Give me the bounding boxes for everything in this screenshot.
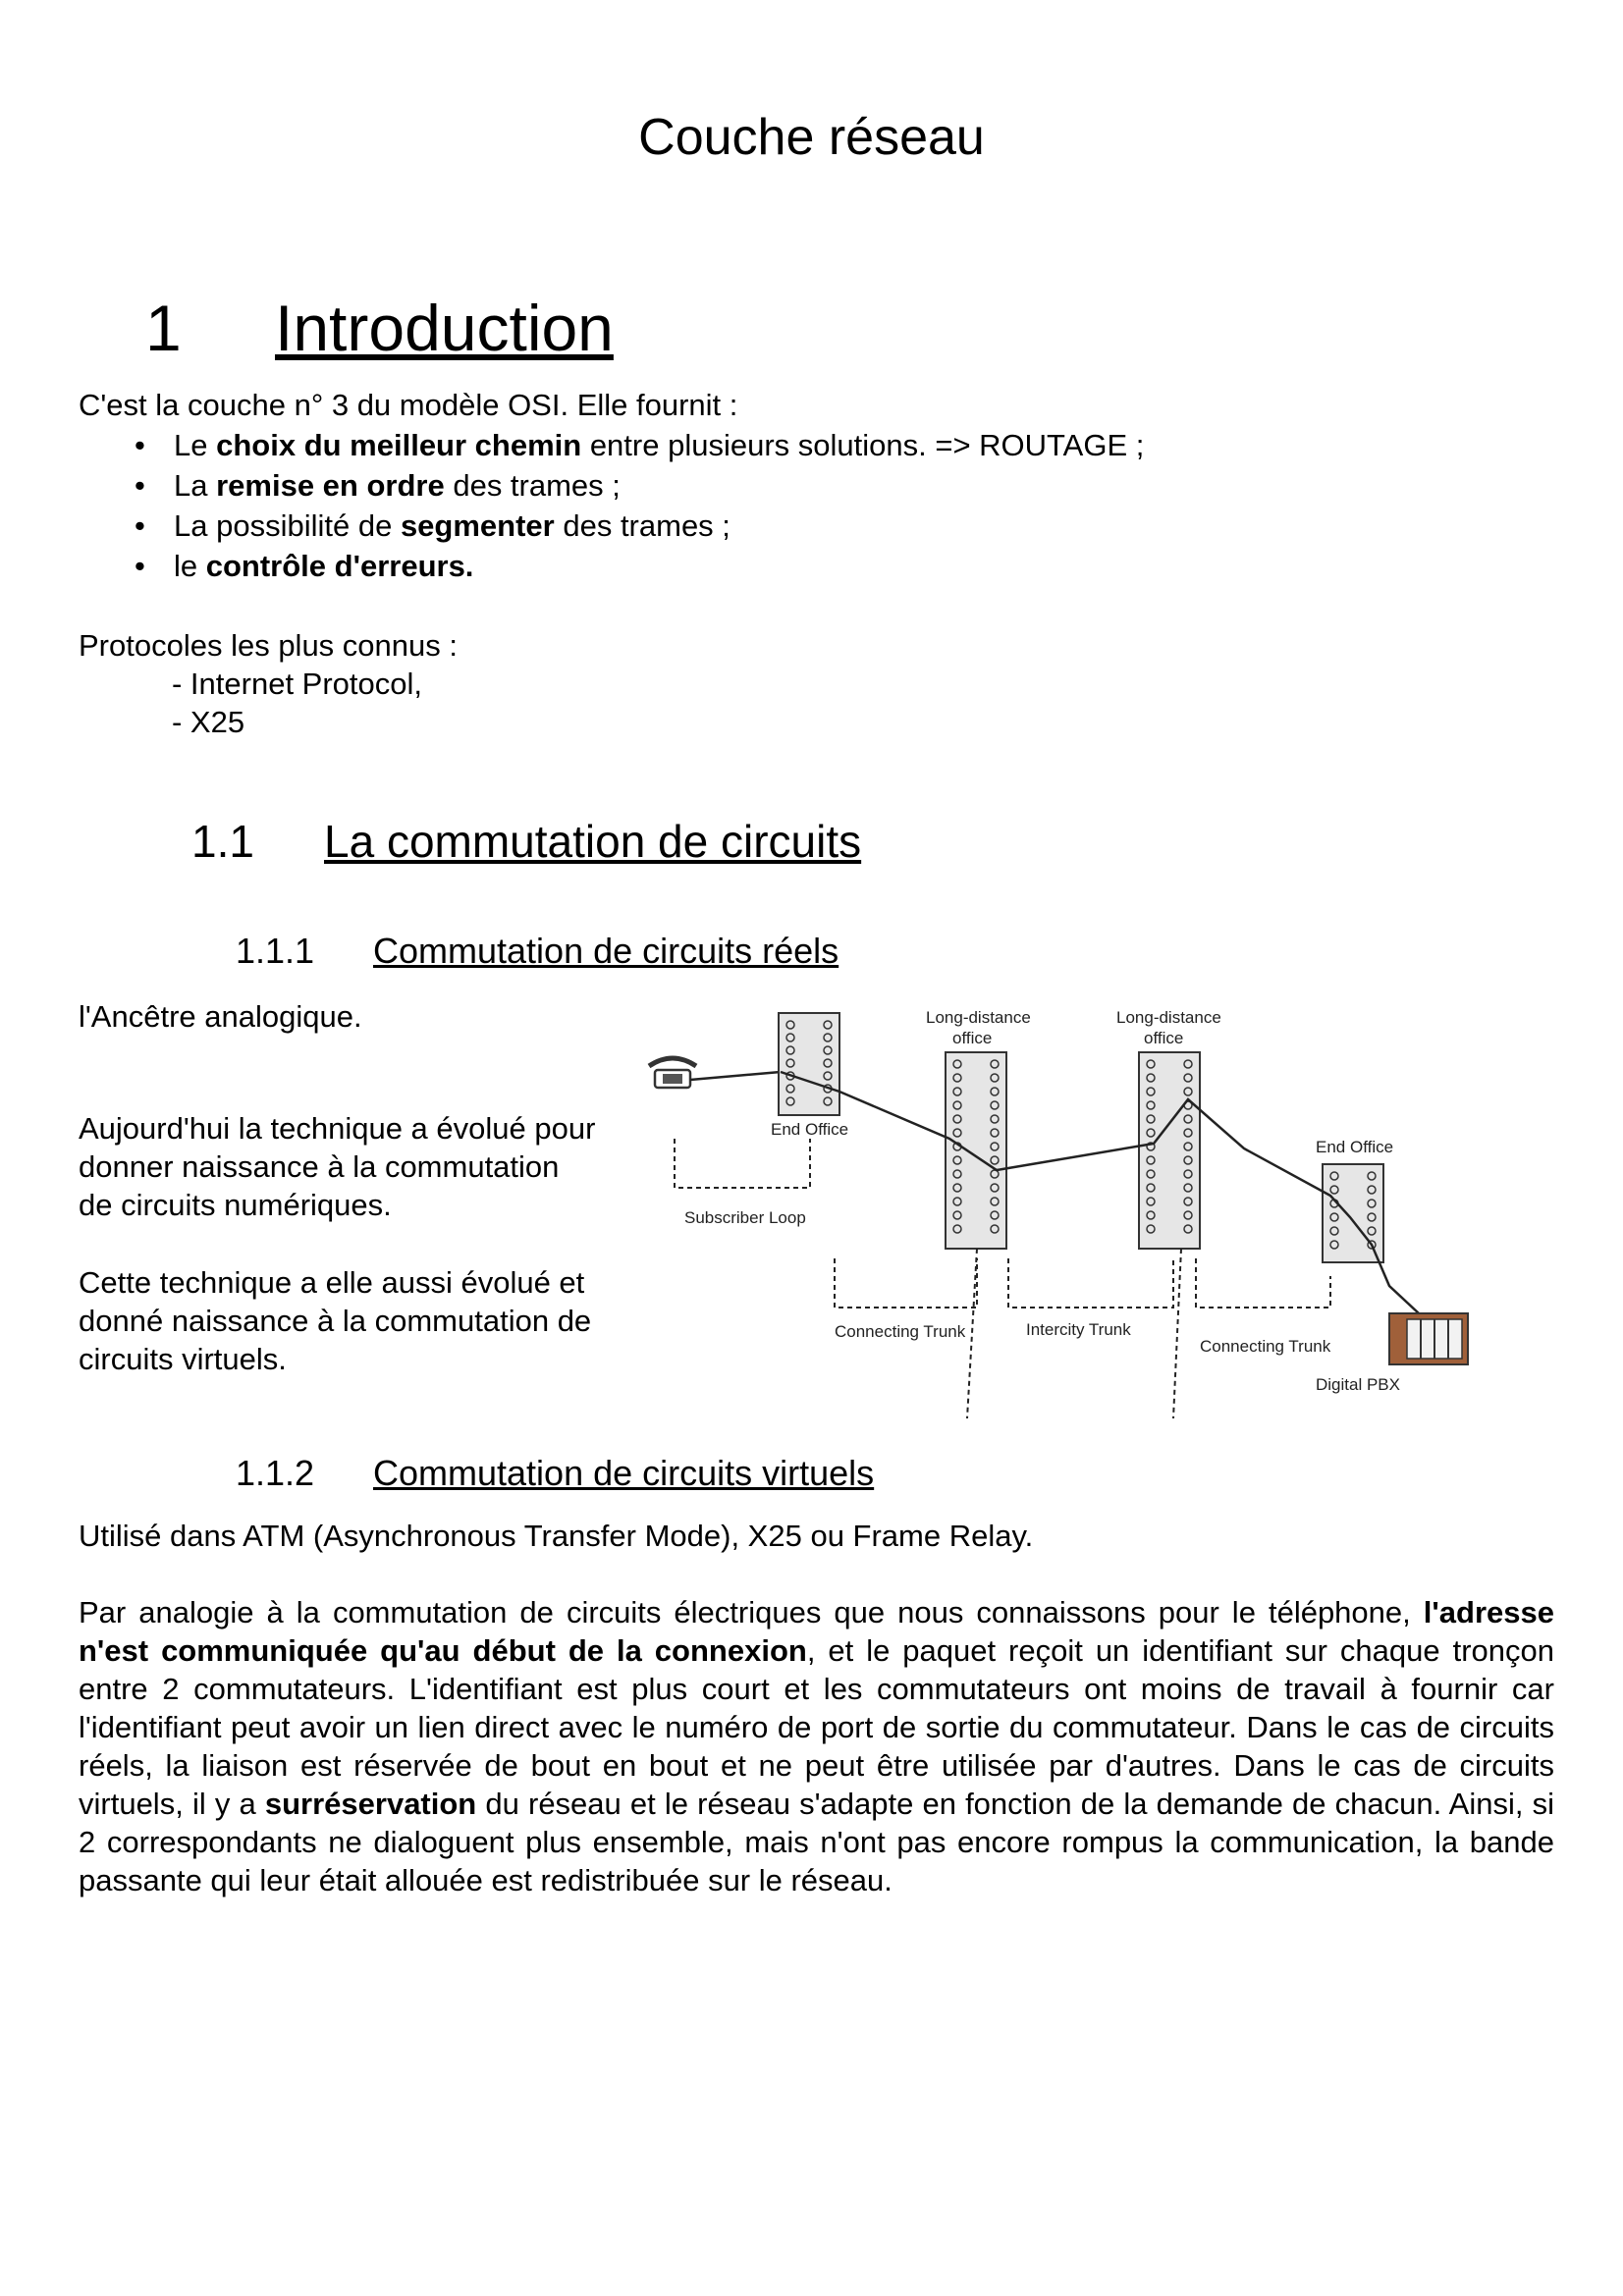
intercity-trunk-label: Intercity Trunk <box>1026 1320 1131 1339</box>
telephone-icon <box>649 1058 696 1088</box>
section-1-title: Introduction <box>275 292 614 364</box>
section-1-1-2-number: 1.1.2 <box>236 1453 315 1493</box>
long-distance-2-sublabel: office <box>1144 1029 1184 1047</box>
end-office-right-label: End Office <box>1316 1138 1394 1156</box>
protocol-item: - X25 <box>172 705 245 739</box>
features-list <box>79 425 1144 586</box>
evolution-paragraph: Aujourd'hui la technique a évolué pour donner naissance à la commutation de circuits numériques. <box>79 1111 596 1222</box>
long-distance-2-label: Long-distance <box>1116 1008 1221 1027</box>
list-item: • Le choix du meilleur chemin entre plusieurs solutions. => ROUTAGE ; <box>79 425 1144 465</box>
intro-text: C'est la couche n° 3 du modèle OSI. Elle fournit : <box>79 388 738 422</box>
end-office-left-switch <box>779 1013 839 1115</box>
list-item: • La remise en ordre des trames ; <box>79 465 1144 506</box>
digital-pbx-icon <box>1389 1313 1468 1364</box>
long-distance-2-switch <box>1139 1052 1200 1249</box>
end-office-left-label: End Office <box>771 1120 849 1139</box>
section-1-1-title: La commutation de circuits <box>324 816 862 867</box>
digital-pbx-label: Digital PBX <box>1316 1375 1400 1394</box>
section-1-1-number: 1.1 <box>191 816 254 867</box>
section-1-1-1-title: Commutation de circuits réels <box>373 931 839 971</box>
ancetre-text: l'Ancêtre analogique. <box>79 999 362 1034</box>
virtual-circuit-paragraph: Par analogie à la commutation de circuits électriques que nous connaissons pour le téléphone, l'adresse n'est communiquée qu'au début de la connexion, et le paquet reçoit un identifiant sur chaque tronçon entre 2 commutateurs. L'identifiant est plus court et les commutateurs ont moins de travail à fournir car l'identifiant peut avoir un lien direct avec le numéro de port de sortie du commutateur. Dans le cas de circuits réels, la liaison est réservée de bout en bout et ne peut être utilisée par d'autres. Dans le cas de circuits virtuels, il y a surréservation du réseau et le réseau s'adapte en fonction de la demande de chacun. Ainsi, si 2 correspondants ne dialoguent plus ensemble, mais n'ont pas encore rompus la communication, la bande passante qui leur était allouée est redistribuée sur le réseau. <box>79 1595 1554 1897</box>
virtual-paragraph: Cette technique a elle aussi évolué et donné naissance à la commutation de circuits virtuels. <box>79 1265 592 1376</box>
circuit-path <box>781 1072 1419 1313</box>
long-distance-1-switch <box>946 1052 1006 1249</box>
end-office-right-switch <box>1323 1164 1383 1262</box>
connecting-trunk-2-label: Connecting Trunk <box>1200 1337 1331 1356</box>
section-1-1-2-title: Commutation de circuits virtuels <box>373 1453 875 1493</box>
circuit-switching-diagram <box>643 1001 1488 1418</box>
connecting-trunk-1-label: Connecting Trunk <box>835 1322 966 1341</box>
protocols-heading: Protocoles les plus connus : <box>79 628 458 663</box>
atm-text: Utilisé dans ATM (Asynchronous Transfer Mode), X25 ou Frame Relay. <box>79 1519 1034 1553</box>
section-1-1-1-number: 1.1.1 <box>236 931 315 971</box>
section-1-number: 1 <box>145 292 182 364</box>
long-distance-1-label: Long-distance <box>926 1008 1031 1027</box>
subscriber-loop-label: Subscriber Loop <box>684 1208 806 1227</box>
page-title: Couche réseau <box>638 109 985 166</box>
list-item: • le contrôle d'erreurs. <box>79 546 1144 586</box>
protocol-item: - Internet Protocol, <box>172 667 423 701</box>
list-item: • La possibilité de segmenter des trames ; <box>79 506 1144 546</box>
long-distance-1-sublabel: office <box>952 1029 993 1047</box>
